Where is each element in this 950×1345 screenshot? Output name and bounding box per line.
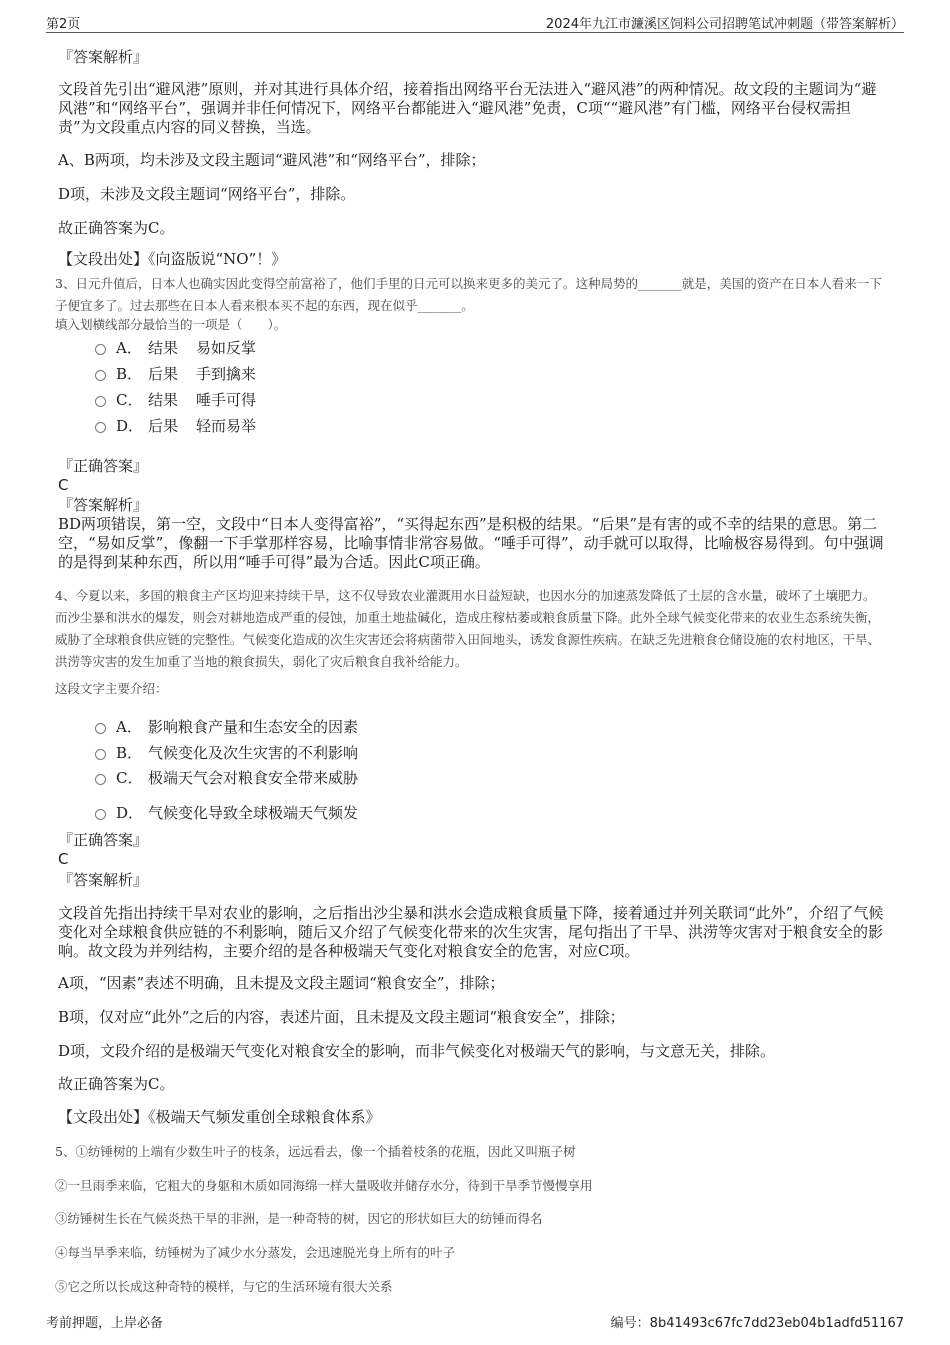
- q4-stem: 4、今夏以来，多国的粮食主产区均迎来持续干旱，这不仅导致农业灌溉用水日益短缺，也因水分的加速蒸发降低了土层的含水量，破坏了土壤肥力。而沙尘暴和洪水的爆发，则会对耕地造成严重的侵蚀，加重土地盐碱化，造成庄稼枯萎或粮食质量下降。此外全球气候变化带来的农业生态系统失衡，威胁了全球粮食供应链的完整性。气候变化造成的次生灾害还会将病菌带入田间地头，诱发食源性疾病。在缺乏先进粮食仓储设施的农村地区，干旱、洪涝等灾害的发生加重了当地的粮食损失，弱化了灾后粮食自我补给能力。: [55, 588, 881, 669]
- q3-prompt: 填入划横线部分最恰当的一项是（ ）。: [55, 317, 287, 332]
- q2-conclusion: 故正确答案为C。: [58, 219, 175, 237]
- q4-option-d[interactable]: D． 气候变化导致全球极端天气频发: [95, 802, 358, 822]
- q3-answer: C: [58, 476, 69, 494]
- q4-analysis-title: 『答案解析』: [58, 871, 149, 889]
- q3-analysis-title: 『答案解析』: [58, 496, 149, 514]
- q3-stem: 3、日元升值后，日本人也确实因此变得空前富裕了，他们手里的日元可以换来更多的美元了。这种局势的_______就是，美国的资产在日本人看来一下子便宜多了。过去那些在日本人看来根本买不起的东西，现在似乎_______。: [55, 276, 882, 313]
- q4-option-a-analysis: A项，“因素”表述不明确，且未提及文段主题词“粮食安全”，排除；: [58, 974, 505, 992]
- q3-answer-title: 『正确答案』: [58, 457, 149, 475]
- q4-option-b[interactable]: B． 气候变化及次生灾害的不利影响: [95, 742, 358, 762]
- q5-sentence-3: ③纺锤树生长在气候炎热干旱的非洲，是一种奇特的树，因它的形状如巨大的纺锤而得名: [55, 1211, 543, 1226]
- q3-analysis-text: BD两项错误，第一空，文段中“日本人变得富裕”，“买得起东西”是积极的结果。“后果”是有害的或不幸的结果的意思。第二空，“易如反掌”，像翻一下手掌那样容易，比喻事情非常容易做。“唾手可得”，动手就可以取得，比喻极容易得到。句中强调的是得到某种东西，所以用“唾手可得”最为合适。因此C项正确。: [58, 515, 884, 571]
- page-header: [46, 10, 904, 33]
- q2-analysis-title: 『答案解析』: [58, 48, 149, 66]
- q5-sentence-5: ⑤它之所以长成这种奇特的模样，与它的生活环境有很大关系: [55, 1279, 393, 1294]
- q2-option-ab-analysis: A、B两项，均未涉及文段主题词“避风港”和“网络平台”，排除；: [58, 151, 486, 169]
- page-number: 第2页: [46, 17, 81, 32]
- q4-conclusion: 故正确答案为C。: [58, 1075, 175, 1093]
- footer-slogan: 考前押题，上岸必备: [46, 1316, 164, 1331]
- q2-analysis-text: 文段首先引出“避风港”原则，并对其进行具体介绍，接着指出网络平台无法进入“避风港”的两种情况。故文段的主题词为“避风港”和“网络平台”，强调并非任何情况下，网络平台都能进入“避风港”免责，C项““避风港”有门槛，网络平台侵权需担责”为文段重点内容的同义替换，当选。: [58, 80, 877, 136]
- radio-icon[interactable]: [95, 749, 106, 760]
- q3-option-d[interactable]: D． 后果 轻而易举: [95, 415, 256, 435]
- radio-icon[interactable]: [95, 370, 106, 381]
- q4-source: 【文段出处】《极端天气频发重创全球粮食体系》: [58, 1108, 381, 1126]
- document-title: 2024年九江市濂溪区饲料公司招聘笔试冲刺题（带答案解析）: [545, 17, 904, 32]
- q4-option-b-analysis: B项，仅对应“此外”之后的内容，表述片面，且未提及文段主题词“粮食安全”，排除；: [58, 1008, 625, 1026]
- q4-question: 这段文字主要介绍：: [55, 681, 168, 696]
- q2-source: 【文段出处】《向盗版说“NO”！》: [58, 250, 287, 268]
- radio-icon[interactable]: [95, 809, 106, 820]
- q5-sentence-4: ④每当旱季来临，纺锤树为了减少水分蒸发，会迅速脱光身上所有的叶子: [55, 1245, 456, 1260]
- q4-analysis-text: 文段首先指出持续干旱对农业的影响，之后指出沙尘暴和洪水会造成粮食质量下降，接着通过并列关联词“此外”，介绍了气候变化对全球粮食供应链的不利影响，随后又介绍了气候变化带来的次生灾害，尾句指出了干旱、洪涝等灾害对于粮食安全的影响。故文段为并列结构，主要介绍的是各种极端天气变化对粮食安全的危害，对应C项。: [58, 904, 884, 960]
- q3-option-a[interactable]: A． 结果 易如反掌: [95, 337, 256, 357]
- radio-icon[interactable]: [95, 396, 106, 407]
- q3-option-b[interactable]: B． 后果 手到擒来: [95, 363, 256, 383]
- radio-icon[interactable]: [95, 723, 106, 734]
- q4-option-c[interactable]: C． 极端天气会对粮食安全带来威胁: [95, 767, 358, 787]
- q4-option-a[interactable]: A． 影响粮食产量和生态安全的因素: [95, 716, 358, 736]
- q4-answer-title: 『正确答案』: [58, 831, 149, 849]
- q2-option-d-analysis: D项，未涉及文段主题词“网络平台”，排除。: [58, 185, 356, 203]
- radio-icon[interactable]: [95, 422, 106, 433]
- q5-sentence-2: ②一旦雨季来临，它粗大的身躯和木质如同海绵一样大量吸收并储存水分，待到干旱季节慢慢享用: [55, 1178, 593, 1193]
- radio-icon[interactable]: [95, 344, 106, 355]
- q3-option-c[interactable]: C． 结果 唾手可得: [95, 389, 256, 409]
- footer-code: 编号：8b41493c67fc7dd23eb04b1adfd51167: [610, 1316, 904, 1331]
- q4-option-d-analysis: D项，文段介绍的是极端天气变化对粮食安全的影响，而非气候变化对极端天气的影响，与文意无关，排除。: [58, 1042, 776, 1060]
- q5-sentence-1: 5、①纺锤树的上端有少数生叶子的枝条，远远看去，像一个插着枝条的花瓶，因此又叫瓶子树: [55, 1144, 576, 1159]
- radio-icon[interactable]: [95, 774, 106, 785]
- q4-answer: C: [58, 850, 69, 868]
